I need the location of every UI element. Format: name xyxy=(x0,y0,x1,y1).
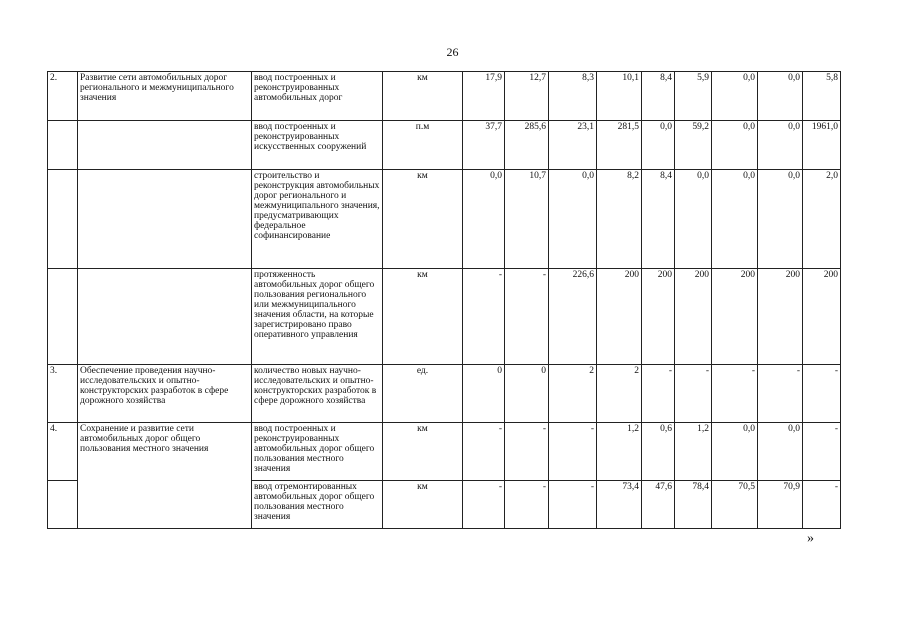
value-cell: 0,0 xyxy=(758,170,803,269)
table-row xyxy=(48,72,841,121)
indicator-cell: ввод отремонтированных автомобильных дорог общего пользования местного значения xyxy=(252,481,383,529)
value-cell: 1,2 xyxy=(675,423,712,481)
value-cell: - xyxy=(675,365,712,423)
row-number: 4. xyxy=(48,423,78,481)
value-cell: 226,6 xyxy=(549,269,597,365)
indicators-table xyxy=(47,71,841,529)
value-cell: - xyxy=(642,365,675,423)
table-row xyxy=(48,365,841,423)
value-cell: 200 xyxy=(642,269,675,365)
value-cell: - xyxy=(549,481,597,529)
value-cell: 17,9 xyxy=(463,72,505,121)
unit-cell: ед. xyxy=(383,365,463,423)
value-cell: 0,0 xyxy=(712,72,758,121)
row-number: 2. xyxy=(48,72,78,121)
value-cell: - xyxy=(712,365,758,423)
table-row xyxy=(48,170,841,269)
value-cell: - xyxy=(505,481,549,529)
value-cell: 1961,0 xyxy=(803,121,841,170)
unit-cell: км xyxy=(383,269,463,365)
value-cell: 5,9 xyxy=(675,72,712,121)
task-cell xyxy=(78,170,252,269)
indicator-cell: ввод построенных и реконструированных автомобильных дорог xyxy=(252,72,383,121)
page-number: 26 xyxy=(446,45,459,59)
value-cell: 0,0 xyxy=(642,121,675,170)
value-cell: 1,2 xyxy=(597,423,642,481)
row-number: 3. xyxy=(48,365,78,423)
value-cell: - xyxy=(758,365,803,423)
value-cell: 0,0 xyxy=(758,72,803,121)
value-cell: 0,0 xyxy=(712,121,758,170)
value-cell: 2 xyxy=(549,365,597,423)
value-cell: 200 xyxy=(758,269,803,365)
value-cell: 10,7 xyxy=(505,170,549,269)
table-row xyxy=(48,121,841,170)
value-cell: 200 xyxy=(803,269,841,365)
value-cell: 59,2 xyxy=(675,121,712,170)
value-cell: 200 xyxy=(675,269,712,365)
indicator-cell: количество новых научно-исследовательских и опытно-конструкторских разработок в сфере дорожного хозяйства xyxy=(252,365,383,423)
row-number xyxy=(48,121,78,170)
value-cell: 0,0 xyxy=(463,170,505,269)
task-cell: Обеспечение проведения научно-исследовательских и опытно-конструкторских разработок в сфере дорожного хозяйства xyxy=(78,365,252,423)
task-cell xyxy=(78,269,252,365)
value-cell: 8,4 xyxy=(642,72,675,121)
value-cell: 285,6 xyxy=(505,121,549,170)
value-cell: 10,1 xyxy=(597,72,642,121)
indicator-cell: ввод построенных и реконструированных автомобильных дорог общего пользования местного значения xyxy=(252,423,383,481)
unit-cell: км xyxy=(383,170,463,269)
unit-cell: км xyxy=(383,423,463,481)
value-cell: 23,1 xyxy=(549,121,597,170)
value-cell: 0,0 xyxy=(758,423,803,481)
task-cell: Сохранение и развитие сети автомобильных дорог общего пользования местного значения xyxy=(78,423,252,529)
unit-cell: п.м xyxy=(383,121,463,170)
value-cell: 70,5 xyxy=(712,481,758,529)
row-number xyxy=(48,269,78,365)
value-cell: 5,8 xyxy=(803,72,841,121)
value-cell: 73,4 xyxy=(597,481,642,529)
value-cell: 0,6 xyxy=(642,423,675,481)
row-number xyxy=(48,170,78,269)
value-cell: 47,6 xyxy=(642,481,675,529)
value-cell: - xyxy=(463,423,505,481)
closing-quote: » xyxy=(807,531,814,546)
value-cell: 8,2 xyxy=(597,170,642,269)
task-cell xyxy=(78,121,252,170)
value-cell: - xyxy=(505,423,549,481)
value-cell: - xyxy=(549,423,597,481)
row-number xyxy=(48,481,78,529)
table-row xyxy=(48,269,841,365)
table-row xyxy=(48,423,841,481)
indicator-cell: ввод построенных и реконструированных искусственных сооружений xyxy=(252,121,383,170)
value-cell: 200 xyxy=(712,269,758,365)
indicator-cell: протяженность автомобильных дорог общего пользования регионального или межмуниципального значения области, на которые зарегистрировано право оперативного управления xyxy=(252,269,383,365)
value-cell: 0 xyxy=(463,365,505,423)
value-cell: 0 xyxy=(505,365,549,423)
value-cell: - xyxy=(463,269,505,365)
value-cell: 8,3 xyxy=(549,72,597,121)
value-cell: 0,0 xyxy=(712,170,758,269)
value-cell: 37,7 xyxy=(463,121,505,170)
value-cell: 8,4 xyxy=(642,170,675,269)
value-cell: - xyxy=(803,365,841,423)
unit-cell: км xyxy=(383,72,463,121)
value-cell: 0,0 xyxy=(549,170,597,269)
value-cell: 2,0 xyxy=(803,170,841,269)
value-cell: 70,9 xyxy=(758,481,803,529)
value-cell: 2 xyxy=(597,365,642,423)
value-cell: 281,5 xyxy=(597,121,642,170)
value-cell: - xyxy=(803,481,841,529)
value-cell: 200 xyxy=(597,269,642,365)
value-cell: - xyxy=(505,269,549,365)
value-cell: 0,0 xyxy=(675,170,712,269)
value-cell: 0,0 xyxy=(758,121,803,170)
value-cell: - xyxy=(463,481,505,529)
indicator-cell: строительство и реконструкция автомобильных дорог регионального и межмуниципального значения, предусматривающих федеральное софинансирование xyxy=(252,170,383,269)
value-cell: 0,0 xyxy=(712,423,758,481)
value-cell: 12,7 xyxy=(505,72,549,121)
task-cell: Развитие сети автомобильных дорог регионального и межмуниципального значения xyxy=(78,72,252,121)
value-cell: 78,4 xyxy=(675,481,712,529)
unit-cell: км xyxy=(383,481,463,529)
value-cell: - xyxy=(803,423,841,481)
